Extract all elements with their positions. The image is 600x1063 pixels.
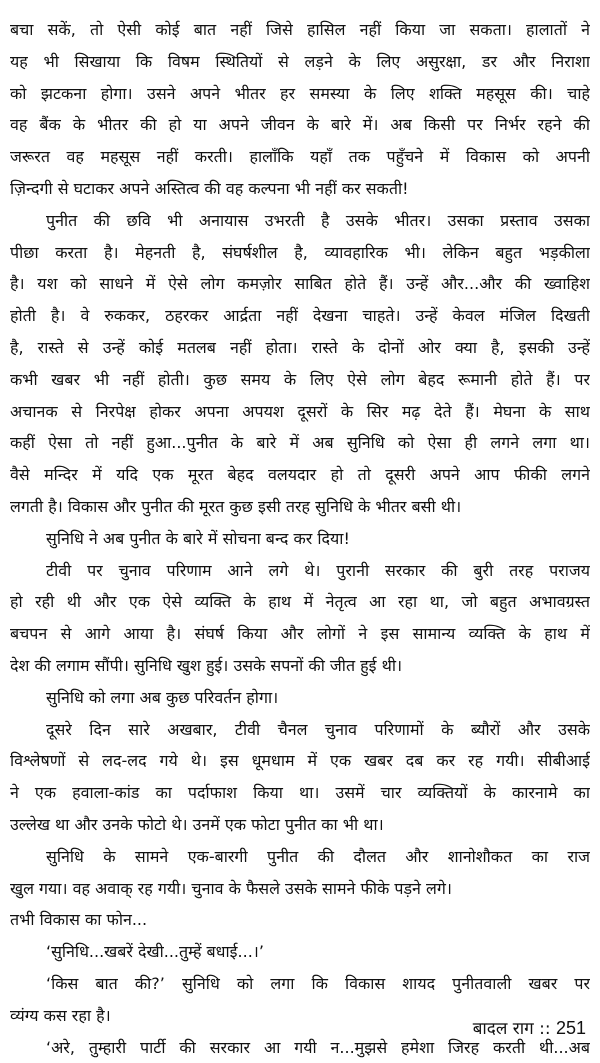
text-line: ‘अरे, तुम्हारी पार्टी की सरकार आ गयी न...मुझसे हमेशा जिरह करती थी...अब	[10, 1032, 590, 1063]
text-line: कभी खबर भी नहीं होती। कुछ समय के लिए ऐसे लोग बेहद रूमानी होते हैं। पर	[10, 364, 590, 396]
text-line: जरूरत वह महसूस नहीं करती। हालाँकि यहाँ तक पहुँचने में विकास को अपनी	[10, 141, 590, 173]
text-line: कहीं ऐसा तो नहीं हुआ...पुनीत के बारे में अब सुनिधि को ऐसा ही लगने लगा था।	[10, 427, 590, 459]
text-line: वह बैंक के भीतर की हो या अपने जीवन के बारे में। अब किसी पर निर्भर रहने की	[10, 109, 590, 141]
text-line: ज़िन्दगी से घटाकर अपने अस्तित्व की वह कल्पना भी नहीं कर सकती!	[10, 173, 590, 205]
text-line: सुनिधि ने अब पुनीत के बारे में सोचना बन्द कर दिया!	[10, 523, 590, 555]
text-line: लगती है। विकास और पुनीत की मूरत कुछ इसी तरह सुनिधि के भीतर बसी थी।	[10, 491, 590, 523]
text-line: ने एक हवाला-कांड का पर्दाफाश किया था। उसमें चार व्यक्तियों के कारनामे का	[10, 777, 590, 809]
running-footer	[473, 1016, 586, 1041]
text-line: बचा सकें, तो ऐसी कोई बात नहीं जिसे हासिल नहीं किया जा सकता। हालातों ने	[10, 14, 590, 46]
text-line: देश की लगाम सौंपी। सुनिधि खुश हुई। उसके सपनों की जीत हुई थी।	[10, 650, 590, 682]
text-line: उल्लेख था और उनके फोटो थे। उनमें एक फोटा पुनीत का भी था।	[10, 809, 590, 841]
text-line: होती है। वे रुककर, ठहरकर आर्द्रता नहीं देखना चाहते। उन्हें केवल मंजिल दिखती	[10, 300, 590, 332]
text-line: यह भी सिखाया कि विषम स्थितियों से लड़ने के लिए असुरक्षा, डर और निराशा	[10, 46, 590, 78]
text-line: है, रास्ते से उन्हें कोई मतलब नहीं होता। रास्ते के दोनों ओर क्या है, इसकी उन्हें	[10, 332, 590, 364]
text-line: खुल गया। वह अवाक् रह गयी। चुनाव के फैसले उसके सामने फीके पड़ने लगे।	[10, 873, 590, 905]
text-line: दूसरे दिन सारे अखबार, टीवी चैनल चुनाव परिणामों के ब्यौरों और उसके	[10, 714, 590, 746]
text-line: ‘सुनिधि...खबरें देखी...तुम्हें बधाई...।’	[10, 936, 590, 968]
text-line: सुनिधि के सामने एक-बारगी पुनीत की दौलत और शानोशौकत का राज	[10, 841, 590, 873]
text-line: व्यंग्य कस रहा है।	[10, 1000, 590, 1032]
text-line: ‘किस बात की?’ सुनिधि को लगा कि विकास शायद पुनीतवाली खबर पर	[10, 968, 590, 1000]
text-line: अचानक से निरपेक्ष होकर अपना अपयश दूसरों के सिर मढ़ देते हैं। मेघना के साथ	[10, 396, 590, 428]
text-line: वैसे मन्दिर में यदि एक मूरत बेहद वलयदार हो तो दूसरी अपने आप फीकी लगने	[10, 459, 590, 491]
text-line: को झटकना होगा। उसने अपने भीतर हर समस्या के लिए शक्ति महसूस की। चाहे	[10, 78, 590, 110]
text-line: है। यश को साधने में ऐसे लोग कमज़ोर साबित होते हैं। उन्हें और...और की ख्वाहिश	[10, 268, 590, 300]
text-line: सुनिधि को लगा अब कुछ परिवर्तन होगा।	[10, 682, 590, 714]
footer-separator: ::	[534, 1019, 556, 1039]
text-line: हो रही थी और एक ऐसे व्यक्ति के हाथ में नेतृत्व आ रहा था, जो बहुत अभावग्रस्त	[10, 586, 590, 618]
text-line: तभी विकास का फोन...	[10, 904, 590, 936]
text-line: बचपन से आगे आया है। संघर्ष किया और लोगों ने इस सामान्य व्यक्ति के हाथ में	[10, 618, 590, 650]
text-line: पुनीत की छवि भी अनायास उभरती है उसके भीतर। उसका प्रस्ताव उसका	[10, 205, 590, 237]
footer-book-title: बादल राग	[473, 1019, 534, 1039]
page-number: 251	[556, 1018, 586, 1038]
body-text	[10, 14, 590, 1063]
text-line: टीवी पर चुनाव परिणाम आने लगे थे। पुरानी सरकार की बुरी तरह पराजय	[10, 555, 590, 587]
text-line: विश्लेषणों से लद-लद गये थे। इस धूमधाम में एक खबर दब कर रह गयी। सीबीआई	[10, 745, 590, 777]
text-line: पीछा करता है। मेहनती है, संघर्षशील है, व्यावहारिक भी। लेकिन बहुत भड़कीला	[10, 237, 590, 269]
